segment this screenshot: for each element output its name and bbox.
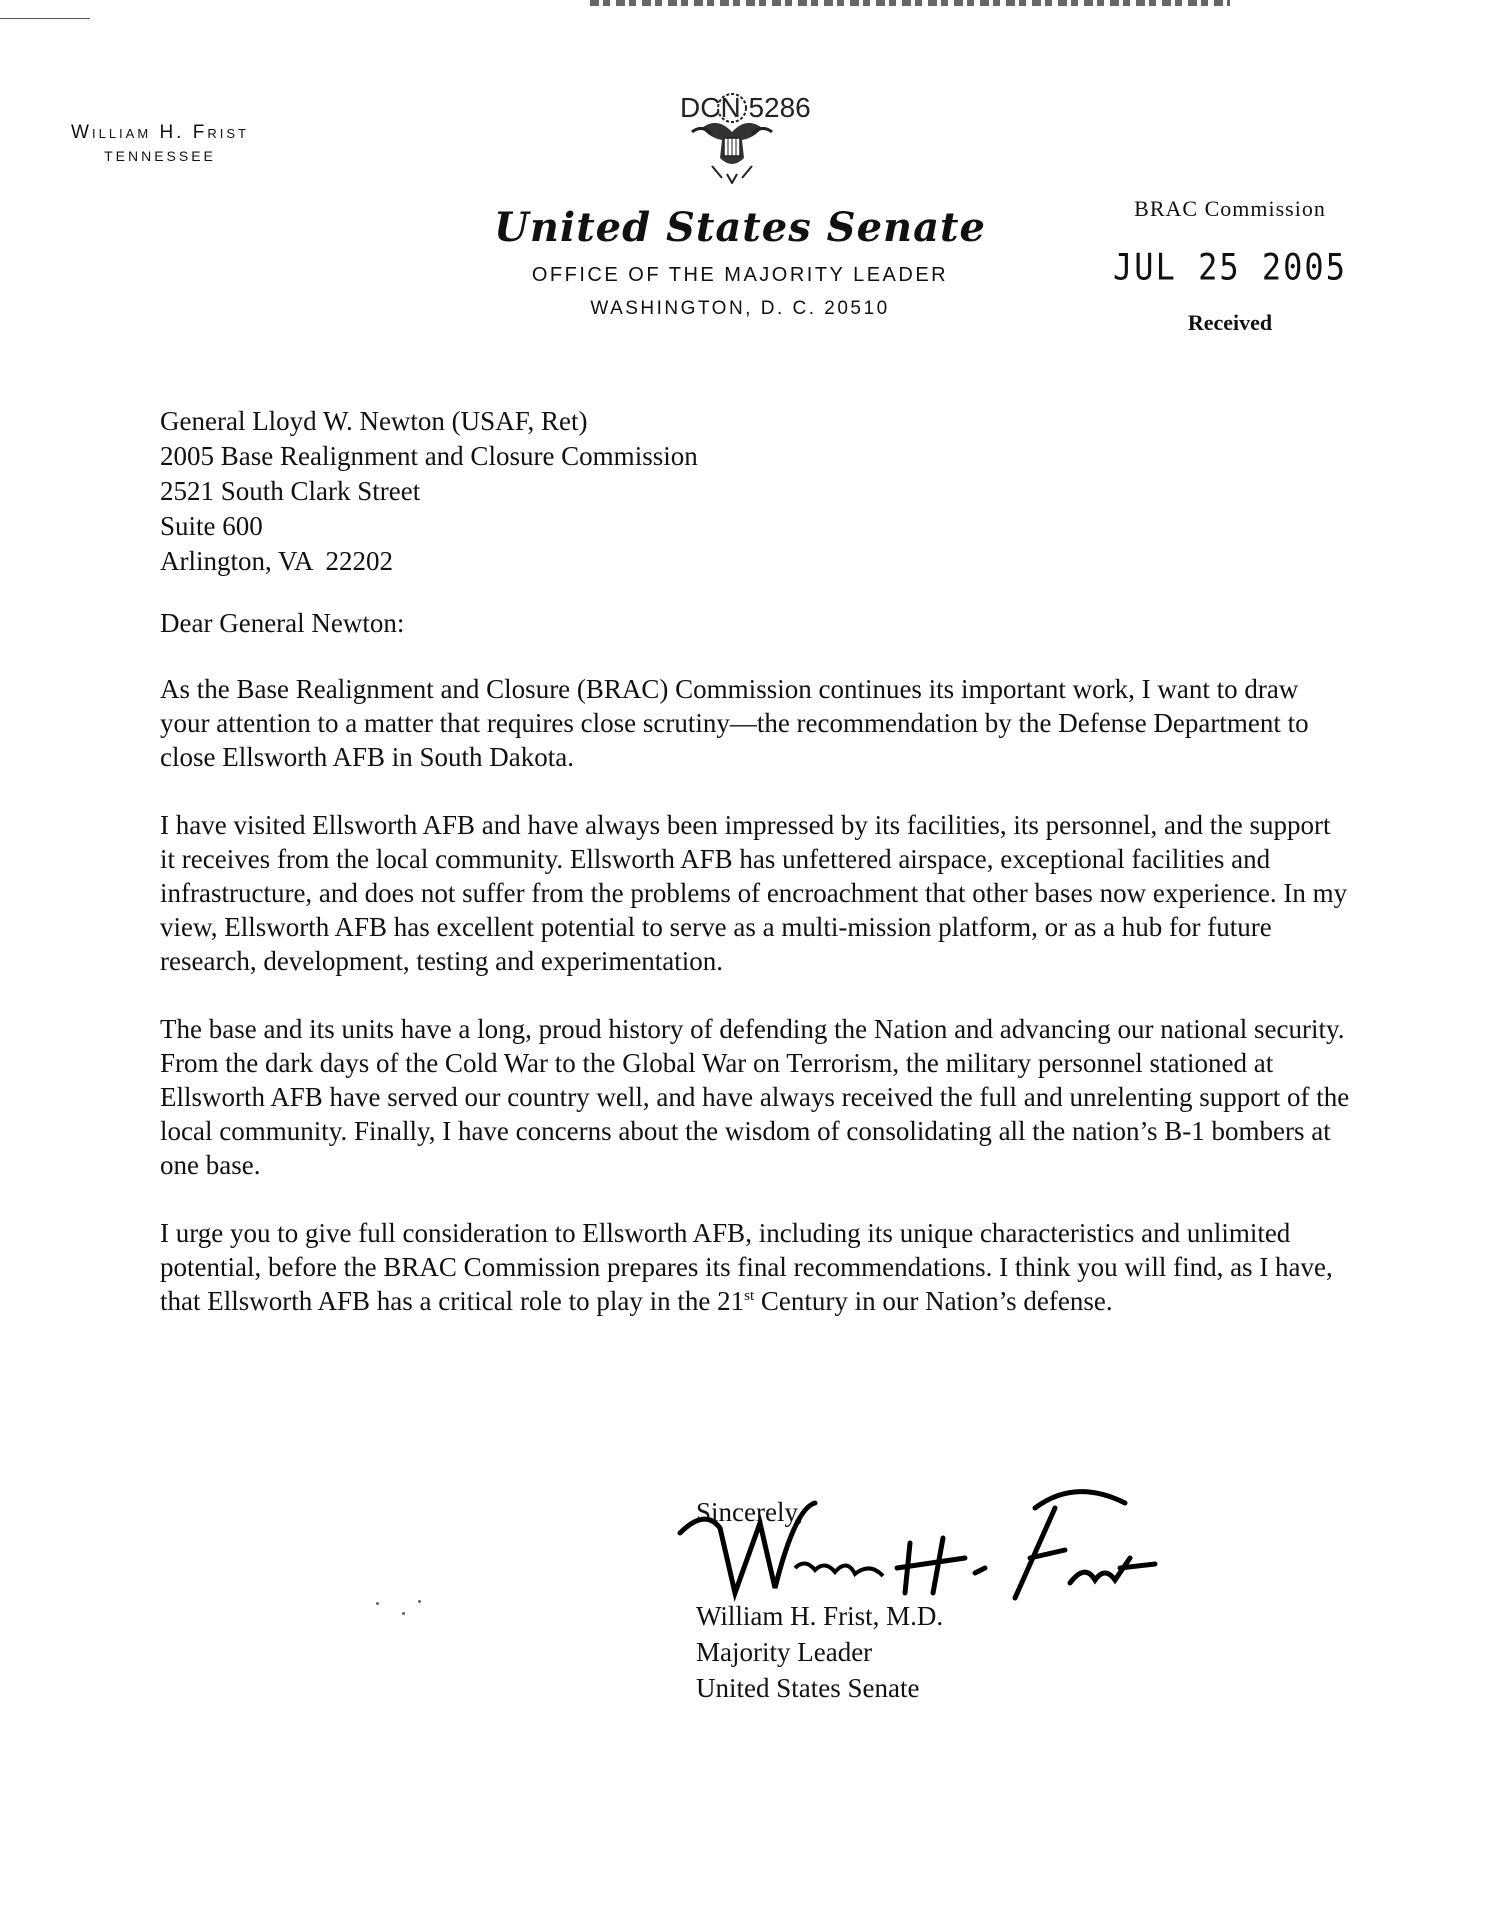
body-paragraph: The base and its units have a long, proud history of defending the Nation and advancing our national security. From the dark days of the Cold War to the Global War on Terrorism, the military personnel stationed at Ellsworth AFB have served our country well, and have always received the full and unrelenting support of the local community. Finally, I have concerns about the wisdom of consolidating all the nation’s B-1 bombers at one base.	[160, 1014, 1350, 1180]
sender-block	[40, 122, 280, 164]
signoff-org: United States Senate	[696, 1673, 920, 1703]
signoff-block	[696, 1598, 943, 1706]
sender-state: TENNESSEE	[104, 148, 216, 164]
letterhead-city: WASHINGTON, D. C. 20510	[590, 298, 890, 319]
final-paragraph-tail: Century in our Nation’s defense.	[754, 1286, 1113, 1316]
letterhead-office: OFFICE OF THE MAJORITY LEADER	[531, 264, 949, 286]
closing: Sincerely,	[696, 1497, 803, 1527]
stamp-received-label: Received	[1187, 310, 1273, 335]
letter-body	[160, 672, 1350, 1352]
recipient-line: 2521 South Clark Street	[160, 476, 421, 506]
final-paragraph-text: I urge you to give full consideration to Ellsworth AFB, including its unique characteristics and unlimited potential, before the BRAC Commission prepares its final recommendations. I think you will find, as I have, that Ellsworth AFB has a critical role to play in the 21	[160, 1218, 1333, 1316]
stamp-date: JUL 25 2005	[1113, 245, 1347, 289]
recipient-line: Arlington, VA 22202	[160, 546, 394, 576]
letterhead-title: United States Senate	[494, 204, 986, 251]
stamp-organization: BRAC Commission	[1134, 196, 1326, 221]
body-paragraph-final	[160, 1216, 1350, 1318]
top-bleed-through-text	[590, 0, 1230, 6]
scan-speck	[418, 1600, 421, 1603]
signoff-title: Majority Leader	[696, 1637, 873, 1667]
signoff-name: William H. Frist, M.D.	[696, 1601, 944, 1631]
recipient-address	[160, 404, 698, 579]
body-paragraph: I have visited Ellsworth AFB and have always been impressed by its facilities, its personnel, and the support it receives from the local community. Ellsworth AFB has unfettered airspace, exceptional facilities and infrastructure, and does not suffer from the problems of encroachment that other bases now experience. In my view, Ellsworth AFB has excellent potential to serve as a multi-mission platform, or as a hub for future research, development, testing and experimentation.	[160, 810, 1348, 976]
scan-artifact-line	[0, 18, 90, 19]
received-stamp	[1100, 196, 1360, 336]
scan-speck	[376, 1602, 379, 1605]
recipient-line: General Lloyd W. Newton (USAF, Ret)	[160, 406, 588, 436]
ordinal-suffix: st	[744, 1288, 755, 1304]
body-paragraph: As the Base Realignment and Closure (BRAC) Commission continues its important work, I want to draw your attention to a matter that requires close scrutiny—the recommendation by the Defense Department to close Ellsworth AFB in South Dakota.	[160, 674, 1309, 772]
scan-speck	[402, 1612, 405, 1615]
salutation: Dear General Newton:	[160, 608, 405, 638]
sender-name: William H. Frist	[71, 122, 249, 143]
document-number: DCN 5286	[680, 92, 811, 123]
recipient-line: Suite 600	[160, 511, 263, 541]
recipient-line: 2005 Base Realignment and Closure Commission	[160, 441, 698, 471]
